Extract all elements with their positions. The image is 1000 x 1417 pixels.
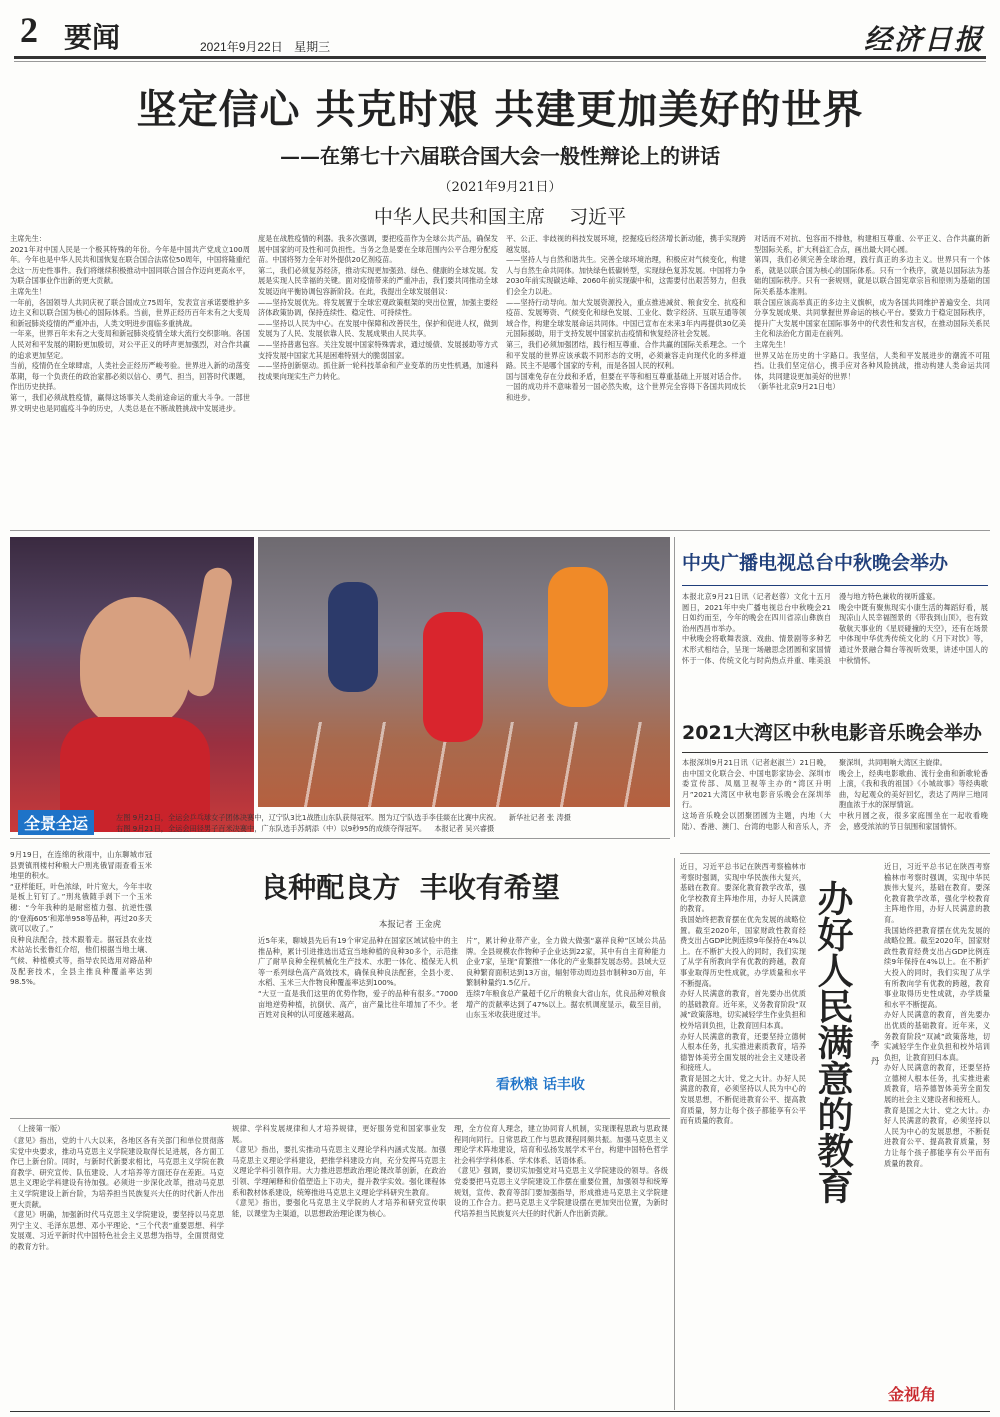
lead-subtitle: ——在第七十六届联合国大会一般性辩论上的讲话 <box>280 144 720 168</box>
issue-date: 2021年9月22日 <box>200 40 283 54</box>
lead-headline: 坚定信心 共克时艰 共建更加美好的世界 <box>136 87 864 133</box>
lead-divider <box>10 530 990 531</box>
harvest-tag: 看秋粮 话丰收 <box>496 1077 585 1093</box>
page-bottom-rule <box>10 1411 990 1412</box>
page-number: 2 <box>20 10 38 50</box>
sprint-race-photo <box>258 537 670 807</box>
masthead-rule <box>14 56 986 59</box>
caption-right-credit: 本报记者 吴兴睿摄 <box>434 824 495 833</box>
runner-right <box>548 567 608 707</box>
opinion-column-1: 《意见》指出，党的十八大以来，各地区各有关部门和单位贯彻落实党中央要求，推动马克思主义学院建设取得长足进展，各方面工作已上新台阶。同时，与新时代新要求相比，马克思主义学院在教育教学、研究宣传、队伍建设、人才培养等方面还存在差距。马克思主义理论学科建设有待加强。必须进一步深化改革，推动马克思主义学院建设上新台阶，为培养担当民族复兴大任的时代新人作出更大贡献。 《意见》明确，加强新时代马克思主义学院建设，要坚持以马克思列宁主义、毛泽东思想、邓小平理论、“三个代表”重要思想、科学发展观、习近平新时代中国特色社会主义思想为指导，全面贯彻党的教育方针。 <box>10 1136 224 1251</box>
gala-body: 本报北京9月21日讯（记者赵蓉）文化十五月圆日，2021年中央广播电视总台中秋晚会21日如约而至，今年的晚会在四川省凉山彝族自治州西昌市举办。 中秋晚会将歌舞表演、戏曲、情景剧等多种艺术形式相结合，呈现一场融思念团圆和家国情怀于一体、传统文化与时尚热点并重、唯美浪漫与地方特色兼收的视听盛宴。 晚会中既有聚焦现实小康生活的舞蹈好看，展现凉山人民幸福图景的《带我到山顶》，也有致敬航天事业的《星辰碰撞的天空》，还有在场景中体现中华优秀传统文化的《月下对饮》等，通过外景融合舞台等视听效果，讲述中国人的中秋情怀。 <box>682 592 988 665</box>
athlete-figure <box>80 597 190 727</box>
paper-logo: 经济日报 <box>863 25 984 56</box>
runner-left <box>328 582 378 692</box>
caption-left-credit: 新华社记者 张 涛摄 <box>508 813 571 822</box>
section-name: 要闻 <box>64 23 121 54</box>
opinion-column-2: 规律、学科发展规律和人才培养规律，更好服务党和国家事业发展。 《意见》指出，要扎实推动马克思主义理论学科内涵式发展。加强马克思主义理论学科建设，把推学科建设方向，充分发挥马克思主义理论学科引领作用。大力推进思想政治理论课改革创新，在政治引领、学理阐释和价值塑造上下功夫，提升教学实效。强化课程体系和教材体系建设，统筹推进马克思主义理论学科研究生教育。 《意见》指出，要强化马克思主义学院的人才培养和研究宣传职能，以课堂为主渠道，以思想政治理论课为核心。 <box>232 1124 446 1218</box>
opinion-column-3: 理，全方位育人理念，建立协同育人机制，实现课程思政与思政课程同向同行。日常思政工作与思政课程同频共振。加强马克思主义理论学术阵地建设，培育和弘扬发展学术平台，构建中国特色哲学社会科学学科体系、学术体系、话语体系。 《意见》强调，要切实加强党对马克思主义学院建设的领导。各级党委要把马克思主义学院建设工作摆在重要位置，加强领导和统筹规划，宣传、教育等部门要加强指导，形成推进马克思主义学院建设的工作合力。把马克思主义学院建设摆在更加突出位置，为新时代培养担当民族复兴大任的时代新人作出新贡献。 <box>454 1124 668 1218</box>
lead-column-2: 度是在战胜疫情的利器。我多次强调，要把疫苗作为全球公共产品，确保发展中国家的可及性和可负担性。当务之急是要在全球范围内公平合理分配疫苗。中国将努力全年对外提供20亿剂疫苗。 第二，我们必须复苏经济，推动实现更加强劲、绿色、健康的全球发展。发展是实现人民幸福的关键。面对疫情带来的严重冲击，我们要共同推动全球发展迈向平衡协调包容新阶段。在此，我提出全球发展倡议： ——坚持发展优先。将发展置于全球宏观政策框架的突出位置，加强主要经济体政策协调，保持连续性、稳定性、可持续性。 ——坚持以人民为中心。在发展中保障和改善民生，保护和促进人权，做到发展为了人民、发展依靠人民、发展成果由人民共享。 ——坚持普惠包容。关注发展中国家特殊需求，通过缓债、发展援助等方式支持发展中国家尤其是困难特别大的脆弱国家。 ——坚持创新驱动。抓住新一轮科技革命和产业变革的历史性机遇，加速科技成果向现实生产力转化。 <box>258 234 498 381</box>
harvest-headline: 良种配良方 丰收有希望 <box>260 871 560 904</box>
harvest-sidebar: 9月19日，在连绵的秋雨中，山东聊城市冠县贾镇刑楼村种粮大户刑兆俄冒雨查看玉米地里的积水。 “亚样能旺，叶色浓绿，叶片宽大，今年丰收是板上钉钉了。”刑兆俄随手剥下一个玉米穗：“今年我种的是耐密植力强、抗逆性强的‘登海605’和郑单958等品种，再过20多天就可以收了。” 良种良法配合，技术跟着走。据冠县农业技术站站长张鲁红介绍，他们根据当地土壤、气候、种植模式等，指导农民选用对路品种及配套技术，全县主推良种覆盖率达到98.5%。 <box>10 850 152 987</box>
masthead-rule-thin <box>14 61 986 62</box>
film-body: 本报深圳9月21日讯（记者赵淑兰）21日晚，由中国文化联合会、中国电影家协会、深圳市委宣传部、凤凰卫视等主办的“湾区升明月”2021大湾区中秋电影音乐晚会在深圳举行。 这场音乐晚会以团聚团圆为主题，内地（大陆）、香港、澳门、台湾的电影人和音乐人，齐聚深圳，共同唱响大湾区主旋律。 晚会上，经典电影歌曲、流行金曲和新歌轮番上演，《我和我的祖国》《小城故事》等经典歌曲，勾起观众的美好回忆，表达了两岸三地同胞血浓于水的深厚情谊。 中秋月圆之夜，很多家庭围坐在一起收看晚会，感受浓浓的节日氛围和家国情怀。 <box>682 758 988 831</box>
athlete-raised-arm <box>184 566 234 699</box>
lead-date: （2021年9月21日） <box>438 180 562 195</box>
caption-left-text: 左图 9月21日，全运会乒乓球女子团体决赛中，辽宁队3比1战胜山东队获得冠军。图为辽宁队选手李佳燚在比赛中庆祝。 <box>116 813 501 822</box>
lead-byline: 中华人民共和国主席 习近平 <box>373 206 627 228</box>
film-bottom-rule <box>680 853 990 854</box>
education-body-left: 近日，习近平总书记在陕西考察榆林市考察时强调，实现中华民族伟大复兴，基础在教育。要深化教育教学改革，强化学校教育主阵地作用，办好人民满意的教育。 我国始终把教育摆在优先发展的战略位置。截至2020年，国家财政性教育经费支出占GDP比例连续9年保持在4%以上。在不断扩大投入的同时，我们实现了从学有所教向学有优教的跨越，教育事业取得历史性成就，办学质量和水平不断提高。 办好人民满意的教育，首先要办出优质的基础教育。近年来，义务教育阶段“双减”政策落地，切实减轻学生作业负担和校外培训负担，让教育回归本真。 办好人民满意的教育，还要坚持立德树人根本任务，扎实推进素质教育，培养德智体美劳全面发展的社会主义建设者和接班人。 教育是国之大计、党之大计。办好人民满意的教育，必须坚持以人民为中心的发展思想，不断促进教育公平、提高教育质量，努力让每个孩子都能享有公平而有质量的教育。 <box>680 862 806 1126</box>
film-headline: 2021大湾区中秋电影音乐晚会举办 <box>682 722 982 744</box>
harvest-column-1: 近5年来，聊城县先后有19个审定品种在国家区域试验中的主推品种，累计引进推选出适宜当地种植的良种30多个，示范推广了耐旱良种全程机械化生产技术、水肥一体化、植保无人机等一系列绿色高产高效技术，确保良种良法配套，全县小麦、水稻、玉米三大作物良种覆盖率达到100%。 “大豆一直是我们这里的优势作物，爱子的品种有很多。”7000亩地逆势种植，抗倒伏、高产，亩产量比往年增加了不少。老百姓对良种的认可度越来越高。 <box>258 936 458 1020</box>
education-divider <box>674 858 675 1410</box>
opinion-continued: （上接第一版） <box>14 1124 65 1133</box>
photo-section-label: 全景全运 <box>18 810 94 835</box>
table-tennis-photo <box>10 537 254 832</box>
right-column-divider <box>674 537 675 837</box>
education-body-right: 近日，习近平总书记在陕西考察榆林市考察时强调，实现中华民族伟大复兴，基础在教育。要深化教育教学改革，强化学校教育主阵地作用，办好人民满意的教育。 我国始终把教育摆在优先发展的战略位置。截至2020年，国家财政性教育经费支出占GDP比例连续9年保持在4%以上。在不断扩大投入的同时，我们实现了从学有所教向学有优教的跨越，教育事业取得历史性成就，办学质量和水平不断提高。 办好人民满意的教育，首先要办出优质的基础教育。近年来，义务教育阶段“双减”政策落地，切实减轻学生作业负担和校外培训负担，让教育回归本真。 办好人民满意的教育，还要坚持立德树人根本任务，扎实推进素质教育，培养德智体美劳全面发展的社会主义建设者和接班人。 教育是国之大计、党之大计。办好人民满意的教育，必须坚持以人民为中心的发展思想，不断促进教育公平、提高教育质量，努力让每个孩子都能享有公平而有质量的教育。 <box>884 862 990 1168</box>
lead-column-3: 平、公正、非歧视的科技发展环境，挖掘疫后经济增长新动能，携手实现跨越发展。 ——坚持人与自然和谐共生。完善全球环境治理，积极应对气候变化，构建人与自然生命共同体。加快绿色低碳转型，实现绿色复苏发展。中国将力争2030年前实现碳达峰、2060年前实现碳中和，这需要付出艰苦努力，但我们会全力以赴。 ——坚持行动导向。加大发展资源投入，重点推进减贫、粮食安全、抗疫和疫苗、发展筹资、气候变化和绿色发展、工业化、数字经济、互联互通等领域合作，构建全球发展命运共同体。中国已宣布在未来3年内再提供30亿美元国际援助，用于支持发展中国家抗击疫情和恢复经济社会发展。 第三，我们必须加强团结，践行相互尊重、合作共赢的国际关系理念。一个和平发展的世界应该承载不同形态的文明，必须兼容走向现代化的多样道路。民主不是哪个国家的专利，而是各国人民的权利。 国与国难免存在分歧和矛盾，但要在平等和相互尊重基础上开展对话合作。一国的成功并不意味着另一国必然失败，这个世界完全容得下各国共同成长和进步。 <box>506 234 746 402</box>
photo-caption-left <box>116 812 668 823</box>
education-headline: 办好人民满意的教育 <box>812 880 853 1204</box>
issue-weekday: 星期三 <box>294 40 331 54</box>
education-author: 李丹 <box>869 1040 879 1073</box>
runner-center <box>423 612 483 742</box>
photo-caption-right <box>116 823 668 834</box>
caption-right-text: 右图 9月21日，全运会田径男子百米决赛中，广东队选手苏炳添（中）以9秒95的成绩夺得冠军。 <box>116 824 427 833</box>
photo-bottom-rule <box>10 838 670 839</box>
harvest-byline: 本报记者 王金虎 <box>378 920 442 930</box>
lead-column-1: 主席先生： 2021年对中国人民是一个极其特殊的年份。今年是中国共产党成立100周年。今年也是中华人民共和国恢复在联合国合法席位50周年，中国将隆重纪念这一历史性事件。我们将继续积极推动中国同联合国合作迈向更高水平，为联合国事业作出新的更大贡献。 主席先生！ 一年前，各国领导人共同庆祝了联合国成立75周年，发表宣言承诺要维护多边主义和以联合国为核心的国际体系。当前，世界正经历百年未有之大变局和新冠肺炎疫情的严重冲击，人类文明进步面临多重挑战。 一年来，世界百年未有之大变局和新冠肺炎疫情全球大流行交织影响。各国人民对和平发展的期盼更加殷切，对公平正义的呼声更加强烈，对合作共赢的追求更加坚定。 当前，疫情仍在全球肆虐，人类社会正经历严峻考验。世界进入新的动荡变革期，每一个负责任的政治家都必须以信心、勇气、担当，回答时代课题，作出历史抉择。 第一，我们必须战胜疫情，赢得这场事关人类前途命运的重大斗争。一部世界文明史也是同瘟疫斗争的历史，人类总是在不断战胜挑战中发展进步。 <box>10 234 250 413</box>
gala-rule <box>682 585 988 586</box>
date-line <box>200 38 330 55</box>
gala-headline: 中央广播电视总台中秋晚会举办 <box>682 552 949 574</box>
harvest-bottom-rule <box>10 1118 670 1119</box>
lead-column-4: 对话而不对抗、包容而不排他，构建相互尊重、公平正义、合作共赢的新型国际关系，扩大利益汇合点，画出最大同心圆。 第四，我们必须完善全球治理，践行真正的多边主义。世界只有一个体系，就是以联合国为核心的国际体系。只有一个秩序，就是以国际法为基础的国际秩序。只有一套规则，就是以联合国宪章宗旨和原则为基础的国际关系基本准则。 联合国应该高举真正的多边主义旗帜，成为各国共同维护普遍安全、共同分享发展成果、共同掌握世界命运的核心平台。要致力于稳定国际秩序，提升广大发展中国家在国际事务中的代表性和发言权，在推动国际关系民主化和法治化方面走在前列。 主席先生！ 世界又站在历史的十字路口。我坚信，人类和平发展进步的潮流不可阻挡。让我们坚定信心，携手应对各种风险挑战，推动构建人类命运共同体，共同建设更加美好的世界！ （新华社北京9月21日电） <box>754 234 990 392</box>
education-tag: 金视角 <box>888 1385 937 1404</box>
harvest-column-2: 片”，累计种业带产业，全力做大做强“嘉祥良种”区域公共品牌。全县规模农作物种子企业达到22家，其中有自主育种能力企业7家，呈现“育繁推”一体化的产业集群发展态势。县域大豆良种繁育面积达到13万亩，辐射带动周边县市制种30万亩，年繁制种量约1.5亿斤。 连续7年粮食总产量超千亿斤的粮食大省山东，优良品种对粮食增产的贡献率达到了47%以上。据农机调度显示，截至目前，山东玉米收获进度过半。 <box>466 936 666 1020</box>
film-rule <box>682 752 988 753</box>
